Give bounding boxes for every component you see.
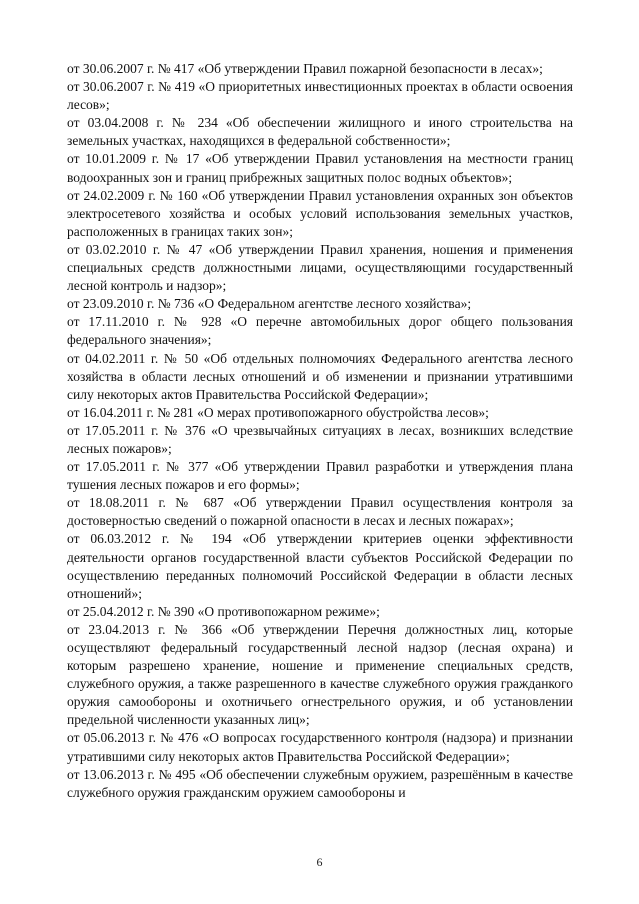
list-item: от 03.04.2008 г. № 234 «Об обеспечении жилищного и иного строительства на земельных участках, находящихся в федеральной собственности»; [67, 115, 573, 149]
list-item: от 17.05.2011 г. № 377 «Об утверждении Правил разработки и утверждения плана тушения лесных пожаров и его формы»; [67, 459, 573, 493]
list-item: от 30.06.2007 г. № 419 «О приоритетных инвестиционных проектах в области освоения лесов»; [67, 79, 573, 113]
list-item: от 25.04.2012 г. № 390 «О противопожарном режиме»; [67, 603, 380, 619]
list-item: от 16.04.2011 г. № 281 «О мерах противопожарного обустройства лесов»; [67, 404, 489, 420]
list-item: от 05.06.2013 г. № 476 «О вопросах государственного контроля (надзора) и признании утратившими силу некоторых актов Правительства Российской Федерации»; [67, 730, 573, 764]
page-number: 6 [316, 855, 323, 869]
list-item: от 18.08.2011 г. № 687 «Об утверждении Правил осуществления контроля за достоверностью сведений о пожарной опасности в лесах и лесных пожарах»; [67, 495, 573, 529]
list-item: от 17.05.2011 г. № 376 «О чрезвычайных ситуациях в лесах, возникших вследствие лесных пожаров»; [67, 422, 573, 456]
list-item: от 04.02.2011 г. № 50 «Об отдельных полномочиях Федерального агентства лесного хозяйства в области лесных отношений и об изменении и признании утратившими силу некоторых актов Правительства Российской Федерации»; [67, 350, 573, 402]
list-item: от 30.06.2007 г. № 417 «Об утверждении Правил пожарной безопасности в лесах»; [67, 61, 543, 76]
list-item: от 13.06.2013 г. № 495 «Об обеспечении служебным оружием, разрешённым в качестве служебного оружия гражданским оружием самообороны и [67, 766, 573, 800]
list-item: от 10.01.2009 г. № 17 «Об утверждении Правил установления на местности границ водоохранных зон и границ прибрежных защитных полос водных объектов»; [67, 151, 573, 185]
list-item: от 23.09.2010 г. № 736 «О Федеральном агентстве лесного хозяйства»; [67, 296, 472, 312]
list-item: от 06.03.2012 г. № 194 «Об утверждении критериев оценки эффективности деятельности органов государственной власти субъектов Российской Федерации по осуществлению переданных полномочий Российской Федерации в области лесных отношений»; [67, 531, 573, 601]
list-item: от 03.02.2010 г. № 47 «Об утверждении Правил хранения, ношения и применения специальных средств должностными лицами, осуществляющими государственный лесной контроль и надзор»; [67, 241, 573, 294]
list-item: от 23.04.2013 г. № 366 «Об утверждении Перечня должностных лиц, которые осуществляют федеральный государственный лесной надзор (лесная охрана) и которым разрешено хранение, ношение и применение специальных средств, служебного оружия, а также разрешенного в качестве служебного оружия гражданкого оружия самообороны и охотничьего огнестрельного оружия, и об установлении предельной численности указанных лиц»; [67, 621, 573, 728]
list-item: от 24.02.2009 г. № 160 «Об утверждении Правил установления охранных зон объектов электросетевого хозяйства и особых условий использования земельных участков, расположенных в границах таких зон»; [67, 187, 573, 239]
list-item: от 17.11.2010 г. № 928 «О перечне автомобильных дорог общего пользования федерального значения»; [67, 314, 573, 348]
document-body [67, 60, 573, 802]
